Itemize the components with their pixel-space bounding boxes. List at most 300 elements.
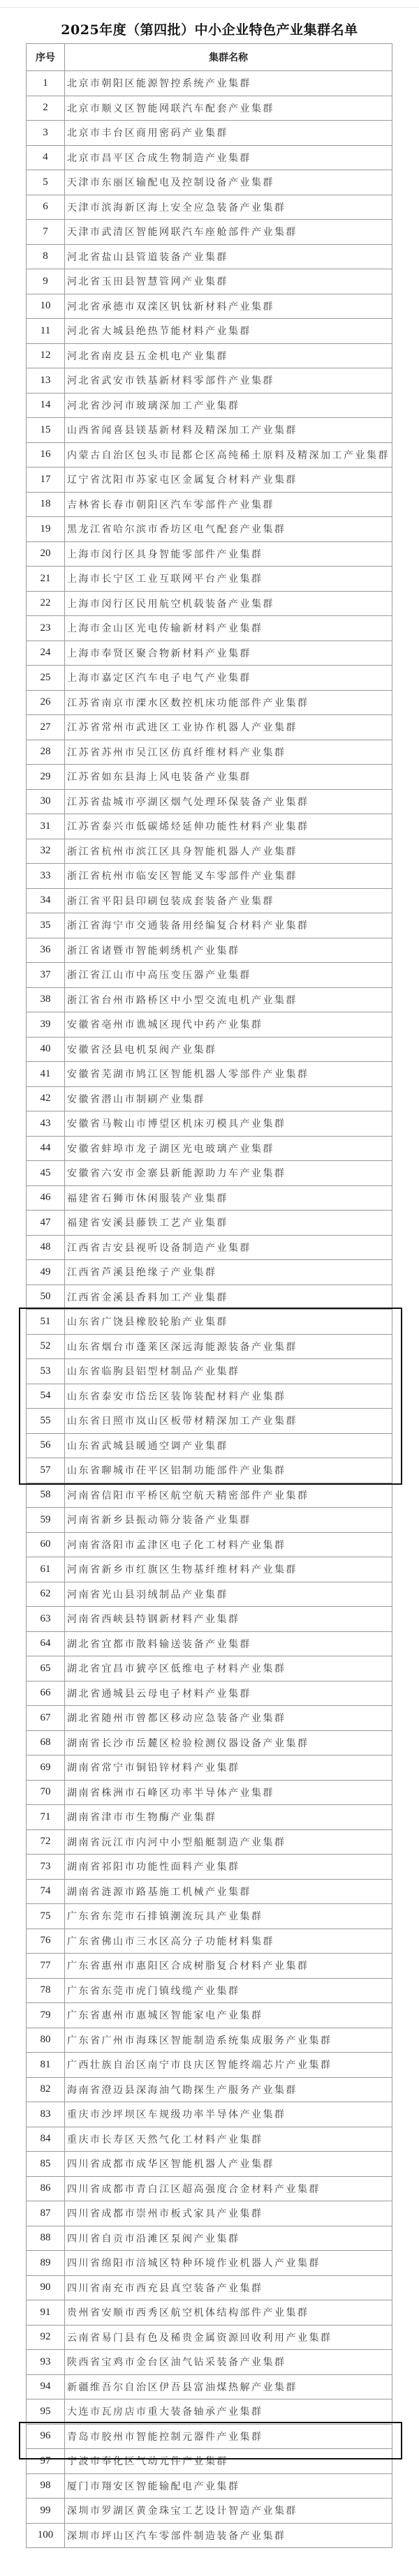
row-number: 99 [27,2499,65,2524]
cluster-name: 湖南省涟源市路基施工机械产业集群 [65,1879,392,1904]
row-number: 71 [27,1805,65,1830]
row-number: 72 [27,1829,65,1855]
table-row [27,1062,392,1087]
table-row [27,1285,392,1310]
cluster-name: 四川省自贡市沿滩区泵阀产业集群 [65,2226,392,2251]
row-number: 66 [27,1681,65,1706]
row-number: 67 [27,1706,65,1731]
row-number: 31 [27,814,65,839]
row-number: 17 [27,467,65,493]
cluster-name: 湖南省祁阳市功能性面料产业集群 [65,1855,392,1880]
table-row [27,2374,392,2399]
row-number: 94 [27,2374,65,2399]
document-title: 2025年度（第四批）中小企业特色产业集群名单 [61,22,358,38]
row-number: 75 [27,1904,65,1929]
cluster-name: 贵州省安顺市西秀区航空机体结构部件产业集群 [65,2300,392,2326]
table-row [27,740,392,765]
cluster-name: 江苏省盐城市亭湖区烟气处理环保装备产业集群 [65,789,392,814]
cluster-name: 安徽省芜湖市鸠江区智能机器人零部件产业集群 [65,1062,392,1087]
cluster-name: 四川省成都市青白江区超高强度合金材料产业集群 [65,2176,392,2201]
table-row [27,2424,392,2449]
table-row [27,2226,392,2251]
cluster-name: 重庆市长寿区天然气化工材料产业集群 [65,2127,392,2152]
cluster-name: 山东省泰安市岱岳区装饰装配材料产业集群 [65,1384,392,1409]
cluster-name: 河南省光山县羽绒制品产业集群 [65,1582,392,1607]
row-number: 10 [27,294,65,319]
cluster-name: 河南省西峡县特钢新材料产业集群 [65,1607,392,1632]
cluster-name: 广东省东莞市虎门镇线缆产业集群 [65,1978,392,2003]
table-row [27,2201,392,2226]
table-row [27,765,392,790]
row-number: 8 [27,244,65,269]
row-number: 13 [27,368,65,394]
row-number: 62 [27,1582,65,1607]
table-row [27,244,392,269]
cluster-name: 湖南省长沙市岳麓区检验检测仪器设备产业集群 [65,1730,392,1755]
cluster-name: 辽宁省沈阳市苏家屯区金属复合材料产业集群 [65,467,392,493]
cluster-name: 天津市东丽区输配电及控制设备产业集群 [65,170,392,195]
table-row [27,913,392,938]
cluster-name: 河北省承德市双滦区钒钛新材料产业集群 [65,294,392,319]
cluster-name: 山西省闻喜县镁基新材料及精深加工产业集群 [65,418,392,443]
table-row [27,1755,392,1781]
cluster-name: 江苏省常州市武进区工业协作机器人产业集群 [65,715,392,740]
row-number: 97 [27,2449,65,2474]
row-number: 40 [27,1037,65,1062]
table-row [27,517,392,542]
row-number: 19 [27,517,65,542]
table-row [27,789,392,814]
table-row [27,1012,392,1038]
cluster-name: 河北省大城县绝热节能材料产业集群 [65,319,392,344]
row-number: 30 [27,789,65,814]
row-number: 45 [27,1161,65,1186]
table-row [27,96,392,121]
cluster-name: 河南省信阳市平桥区航空航天精密部件产业集群 [65,1483,392,1508]
cluster-name: 上海市奉贤区聚合物新材料产业集群 [65,641,392,666]
row-number: 25 [27,666,65,691]
row-number: 15 [27,418,65,443]
row-number: 48 [27,1235,65,1260]
row-number: 32 [27,839,65,864]
table-row [27,220,392,245]
row-number: 22 [27,591,65,616]
row-number: 51 [27,1310,65,1335]
row-number: 54 [27,1384,65,1409]
row-number: 42 [27,1086,65,1111]
table-row [27,666,392,691]
row-number: 82 [27,2077,65,2102]
row-number: 77 [27,1954,65,1979]
cluster-name: 江苏省泰兴市低碳烯烃延伸功能性材料产业集群 [65,814,392,839]
row-number: 56 [27,1433,65,1458]
table-row [27,1706,392,1731]
table-row [27,1508,392,1533]
cluster-name: 湖南省沅江市内河中小型船艇制造产业集群 [65,1829,392,1855]
table-row [27,839,392,864]
row-number: 34 [27,888,65,913]
row-number: 79 [27,2003,65,2028]
cluster-name: 河北省南皮县五金机电产业集群 [65,343,392,368]
table-row [27,1185,392,1211]
table-row [27,2399,392,2425]
table-row [27,1681,392,1706]
row-number: 74 [27,1879,65,1904]
row-number: 98 [27,2473,65,2499]
row-number: 28 [27,740,65,765]
row-number: 83 [27,2102,65,2127]
cluster-name: 山东省临朐县铝型材制品产业集群 [65,1359,392,1384]
row-number: 49 [27,1260,65,1285]
row-number: 69 [27,1755,65,1781]
table-row [27,541,392,567]
table-row [27,2473,392,2499]
row-number: 14 [27,393,65,418]
row-number: 96 [27,2424,65,2449]
row-number: 87 [27,2201,65,2226]
table-row [27,1805,392,1830]
cluster-name: 江苏省如东县海上风电装备产业集群 [65,765,392,790]
table-row [27,616,392,641]
row-number: 24 [27,641,65,666]
table-row [27,963,392,988]
table-row [27,1384,392,1409]
row-number: 59 [27,1508,65,1533]
cluster-name: 广东省惠州市惠城区智能家电产业集群 [65,2003,392,2028]
cluster-name: 广东省佛山市三水区高分子功能材料集群 [65,1929,392,1954]
table-row [27,2003,392,2028]
cluster-name: 云南省易门县有色及稀贵金属资源回收利用产业集群 [65,2325,392,2350]
table-row [27,987,392,1012]
table-row [27,1607,392,1632]
table-row [27,1161,392,1186]
cluster-name: 湖北省通城县云母电子材料产业集群 [65,1681,392,1706]
cluster-name: 广西壮族自治区南宁市良庆区智能终端芯片产业集群 [65,2053,392,2078]
cluster-name: 山东省聊城市茌平区铝制功能部件产业集群 [65,1458,392,1483]
table-row [27,145,392,170]
table-row [27,1310,392,1335]
row-number: 58 [27,1483,65,1508]
cluster-name: 天津市武清区智能网联汽车座舱部件产业集群 [65,220,392,245]
cluster-name: 河北省沙河市玻璃深加工产业集群 [65,393,392,418]
row-number: 61 [27,1557,65,1582]
cluster-name: 湖南省株洲市石峰区功率半导体产业集群 [65,1780,392,1805]
row-number: 2 [27,96,65,121]
row-number: 4 [27,145,65,170]
table-row [27,2275,392,2300]
table-row [27,2127,392,2152]
row-number: 52 [27,1334,65,1359]
row-number: 93 [27,2350,65,2375]
table-row [27,1656,392,1682]
cluster-name: 江苏省苏州市吴江区仿真纤维材料产业集群 [65,740,392,765]
table-row [27,1730,392,1755]
table-row [27,567,392,592]
cluster-name: 新疆维吾尔自治区伊吾县富油煤热解产业集群 [65,2374,392,2399]
cluster-name: 浙江省杭州市滨江区具身智能机器人产业集群 [65,839,392,864]
row-number: 84 [27,2127,65,2152]
table-row [27,1904,392,1929]
cluster-name: 北京市丰台区商用密码产业集群 [65,121,392,146]
row-number: 35 [27,913,65,938]
row-number: 80 [27,2028,65,2053]
table-row [27,2523,392,2548]
row-number: 81 [27,2053,65,2078]
table-row [27,2176,392,2201]
row-number: 50 [27,1285,65,1310]
row-number: 88 [27,2226,65,2251]
row-number: 46 [27,1185,65,1211]
table-row [27,368,392,394]
row-number: 70 [27,1780,65,1805]
row-number: 16 [27,442,65,467]
table-row [27,195,392,220]
cluster-name: 浙江省杭州市临安区智能叉车零部件产业集群 [65,864,392,889]
cluster-name: 山东省烟台市蓬莱区深远海能源装备产业集群 [65,1334,392,1359]
cluster-name: 四川省南充市西充县真空装备产业集群 [65,2275,392,2300]
cluster-name: 福建省石狮市休闲服装产业集群 [65,1185,392,1211]
table-row [27,1136,392,1161]
table-row [27,467,392,493]
cluster-name: 安徽省亳州市谯城区现代中药产业集群 [65,1012,392,1038]
cluster-name: 安徽省马鞍山市博望区机床刃模具产业集群 [65,1111,392,1137]
row-number: 39 [27,1012,65,1038]
table-row [27,1929,392,1954]
cluster-name: 上海市闵行区具身智能零部件产业集群 [65,541,392,567]
table-row [27,2499,392,2524]
table-row [27,1235,392,1260]
row-number: 41 [27,1062,65,1087]
table-row [27,715,392,740]
cluster-name: 黑龙江省哈尔滨市香坊区电气配套产业集群 [65,517,392,542]
row-number: 18 [27,492,65,517]
table-body [27,71,392,2548]
row-number: 92 [27,2325,65,2350]
table-row [27,1409,392,1434]
row-number: 60 [27,1532,65,1557]
table-row [27,2077,392,2102]
table-row [27,814,392,839]
cluster-name: 安徽省六安市金寨县新能源助力车产业集群 [65,1161,392,1186]
row-number: 78 [27,1978,65,2003]
table-row [27,2325,392,2350]
row-number: 53 [27,1359,65,1384]
table-row [27,2350,392,2375]
cluster-name: 安徽省潜山市制刷产业集群 [65,1086,392,1111]
cluster-name: 福建省安溪县藤铁工艺产业集群 [65,1211,392,1236]
table-row [27,2300,392,2326]
cluster-name: 河北省武安市铁基新材料零部件产业集群 [65,368,392,394]
table-row [27,2152,392,2177]
table-header-row [27,44,392,71]
cluster-name: 广东省惠州市惠阳区合成树脂复合材料产业集群 [65,1954,392,1979]
cluster-name: 河南省新乡市红旗区生物基纤维材料产业集群 [65,1557,392,1582]
cluster-name: 湖南省津市市生物酶产业集群 [65,1805,392,1830]
table-row [27,1458,392,1483]
table-row [27,888,392,913]
row-number: 55 [27,1409,65,1434]
cluster-name: 广东省广州市海珠区智能制造系统集成服务产业集群 [65,2028,392,2053]
cluster-name: 湖北省随州市曾都区移动应急装备产业集群 [65,1706,392,1731]
cluster-name: 四川省成都市崇州市板式家具产业集群 [65,2201,392,2226]
table-row [27,2053,392,2078]
cluster-name: 江苏省南京市溧水区数控机床功能部件产业集群 [65,690,392,715]
cluster-name: 安徽省泾县电机泵阀产业集群 [65,1037,392,1062]
table-row [27,1037,392,1062]
table-row [27,1557,392,1582]
table-row [27,1260,392,1285]
cluster-name: 上海市闵行区民用航空机载装备产业集群 [65,591,392,616]
cluster-name: 浙江省江山市中高压变压器产业集群 [65,963,392,988]
cluster-name: 浙江省平阳县印刷包装成套装备产业集群 [65,888,392,913]
cluster-name: 河北省盐山县管道装备产业集群 [65,244,392,269]
table-row [27,1334,392,1359]
table-row [27,1582,392,1607]
table-row [27,2251,392,2276]
table-row [27,2449,392,2474]
cluster-table [26,43,392,2548]
row-number: 11 [27,319,65,344]
row-number: 21 [27,567,65,592]
table-row [27,319,392,344]
cluster-name: 江西省吉安县视听设备制造产业集群 [65,1235,392,1260]
cluster-name: 江西省金溪县香料加工产业集群 [65,1285,392,1310]
row-number: 91 [27,2300,65,2326]
table-row [27,294,392,319]
row-number: 26 [27,690,65,715]
row-number: 27 [27,715,65,740]
cluster-name: 湖南省常宁市铜铅锌材料产业集群 [65,1755,392,1781]
cluster-name: 北京市昌平区合成生物制造产业集群 [65,145,392,170]
cluster-name: 浙江省海宁市交通装备用经编复合材料产业集群 [65,913,392,938]
table-row [27,1211,392,1236]
cluster-name: 天津市滨海新区海上安全应急装备产业集群 [65,195,392,220]
table-row [27,1978,392,2003]
table-row [27,641,392,666]
row-number: 68 [27,1730,65,1755]
top-divider [0,7,419,8]
cluster-name: 重庆市沙坪坝区车规级功率半导体产业集群 [65,2102,392,2127]
table-row [27,418,392,443]
row-number: 1 [27,71,65,96]
row-number: 5 [27,170,65,195]
cluster-name: 四川省绵阳市涪城区特种环境作业机器人产业集群 [65,2251,392,2276]
table-row [27,2102,392,2127]
row-number: 29 [27,765,65,790]
cluster-name: 河北省玉田县智慧管网产业集群 [65,269,392,294]
cluster-name: 北京市朝阳区能源智控系统产业集群 [65,71,392,96]
table-row [27,690,392,715]
cluster-name: 广东省东莞市石排镇潮流玩具产业集群 [65,1904,392,1929]
table-row [27,269,392,294]
header-name: 集群名称 [65,44,392,71]
cluster-name: 深圳市坪山区汽车零部件制造装备产业集群 [65,2523,392,2548]
row-number: 36 [27,938,65,963]
table-row [27,343,392,368]
cluster-name: 山东省武城县暖通空调产业集群 [65,1433,392,1458]
row-number: 85 [27,2152,65,2177]
cluster-name: 上海市长宁区工业互联网平台产业集群 [65,567,392,592]
cluster-name: 四川省成都市成华区智能机器人产业集群 [65,2152,392,2177]
table-row [27,938,392,963]
row-number: 100 [27,2523,65,2548]
row-number: 44 [27,1136,65,1161]
table-row [27,1086,392,1111]
cluster-name: 湖北省宜都市散料输送装备产业集群 [65,1631,392,1656]
table-row [27,442,392,467]
table-row [27,1359,392,1384]
cluster-name: 北京市顺义区智能网联汽车配套产业集群 [65,96,392,121]
cluster-name: 上海市嘉定区汽车电子电气产业集群 [65,666,392,691]
table-row [27,1111,392,1137]
cluster-name: 湖北省宜昌市猇亭区低维电子材料产业集群 [65,1656,392,1682]
cluster-name: 上海市金山区光电传输新材料产业集群 [65,616,392,641]
row-number: 86 [27,2176,65,2201]
row-number: 3 [27,121,65,146]
row-number: 73 [27,1855,65,1880]
header-number: 序号 [27,44,65,71]
table-row [27,393,392,418]
cluster-name: 浙江省诸暨市智能刺绣机产业集群 [65,938,392,963]
cluster-name: 吉林省长春市朝阳区汽车零部件产业集群 [65,492,392,517]
table-row [27,591,392,616]
table-row [27,1532,392,1557]
row-number: 38 [27,987,65,1012]
table-row [27,492,392,517]
table-row [27,1483,392,1508]
cluster-name: 江西省芦溪县绝缘子产业集群 [65,1260,392,1285]
row-number: 57 [27,1458,65,1483]
table-row [27,1631,392,1656]
row-number: 23 [27,616,65,641]
row-number: 9 [27,269,65,294]
cluster-name: 河南省新乡县振动筛分装备产业集群 [65,1508,392,1533]
row-number: 37 [27,963,65,988]
row-number: 20 [27,541,65,567]
cluster-name: 海南省澄迈县深海油气勘探生产服务产业集群 [65,2077,392,2102]
cluster-name: 厦门市翔安区智能输配电产业集群 [65,2473,392,2499]
cluster-name: 深圳市罗湖区黄金珠宝工艺设计智造产业集群 [65,2499,392,2524]
row-number: 95 [27,2399,65,2425]
cluster-name: 宁波市奉化区气动元件产业集群 [65,2449,392,2474]
row-number: 7 [27,220,65,245]
cluster-name: 陕西省宝鸡市金台区油气钻采装备产业集群 [65,2350,392,2375]
table-row [27,2028,392,2053]
cluster-name: 青岛市胶州市智能控制元器件产业集群 [65,2424,392,2449]
row-number: 12 [27,343,65,368]
cluster-name: 山东省日照市岚山区板带材精深加工产业集群 [65,1409,392,1434]
cluster-name: 浙江省台州市路桥区中小型交流电机产业集群 [65,987,392,1012]
row-number: 76 [27,1929,65,1954]
table-row [27,170,392,195]
row-number: 65 [27,1656,65,1682]
table-row [27,1954,392,1979]
row-number: 64 [27,1631,65,1656]
table-row [27,1879,392,1904]
row-number: 89 [27,2251,65,2276]
cluster-name: 安徽省蚌埠市龙子湖区光电玻璃产业集群 [65,1136,392,1161]
table-row [27,1829,392,1855]
table-row [27,121,392,146]
cluster-name: 山东省广饶县橡胶轮胎产业集群 [65,1310,392,1335]
cluster-name: 大连市瓦房店市重大装备轴承产业集群 [65,2399,392,2425]
cluster-name: 河南省洛阳市孟津区电子化工材料产业集群 [65,1532,392,1557]
row-number: 43 [27,1111,65,1137]
table-row [27,1780,392,1805]
table-row [27,864,392,889]
table-row [27,71,392,96]
row-number: 47 [27,1211,65,1236]
